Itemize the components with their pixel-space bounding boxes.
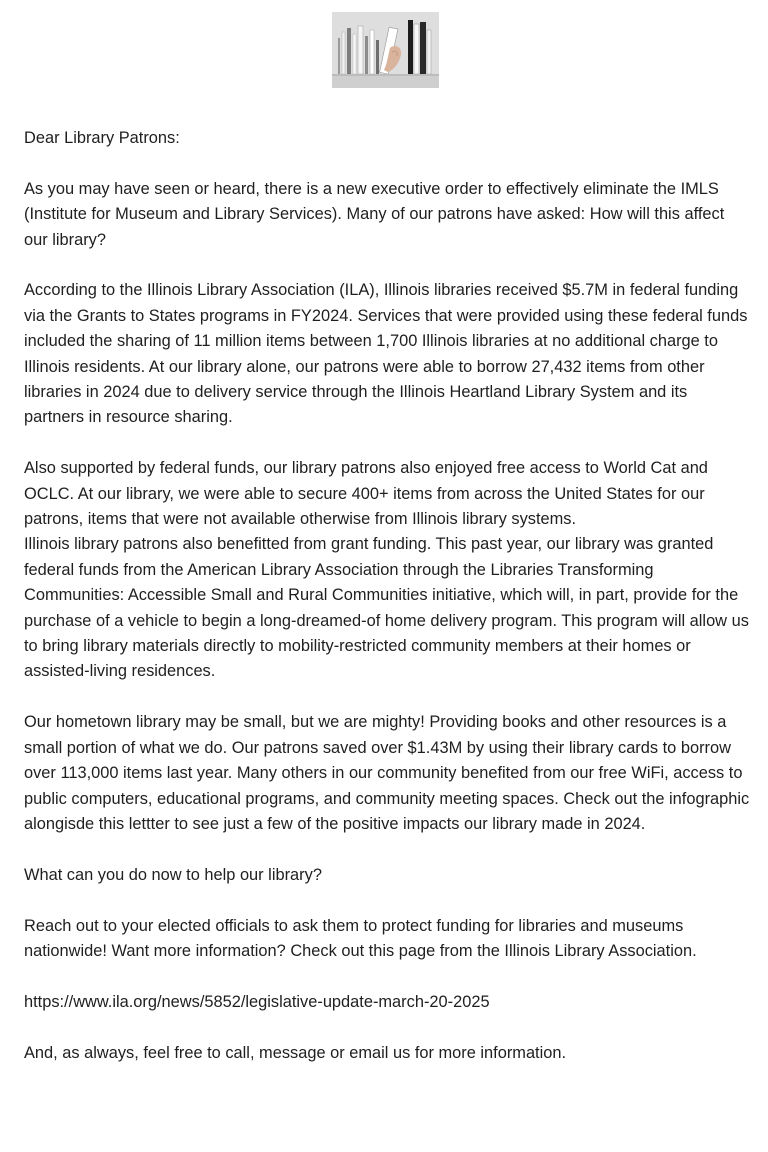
- paragraph-call-to-action-question: What can you do now to help our library?: [24, 865, 322, 884]
- paragraph-reach-out: Reach out to your elected officials to ask them to protect funding for libraries and museums nationwide! Want more information? Check out this page from the Illinois Library Association.: [24, 916, 697, 960]
- paragraph-grant-funding: Illinois library patrons also benefitted from grant funding. This past year, our library was granted federal funds from the American Library Association through the Libraries Transforming Communities: Accessible Small and Rural Communities initiative, which will, in part, provide for the purchase of a vehicle to begin a long-dreamed-of home delivery program. This program will allow us to bring library materials directly to mobility-restricted community members at their homes or assisted-living residences.: [24, 535, 749, 681]
- letter-body: [24, 126, 750, 1091]
- paragraph-executive-order: As you may have seen or heard, there is a new executive order to effectively eliminate the IMLS (Institute for Museum and Library Services). Many of our patrons have asked: How will this affect our library?: [24, 179, 725, 249]
- header-books-image: [332, 12, 439, 88]
- ila-link[interactable]: https://www.ila.org/news/5852/legislative-update-march-20-2025: [24, 992, 490, 1011]
- paragraph-grants-to-states: According to the Illinois Library Association (ILA), Illinois libraries received $5.7M in federal funding via the Grants to States programs in FY2024. Services that were provided using these federal funds included the sharing of 11 million items between 1,700 Illinois libraries at no additional charge to Illinois residents. At our library alone, our patrons were able to borrow 27,432 items from other libraries in 2024 due to delivery service through the Illinois Heartland Library System and its partners in resource sharing.: [24, 281, 748, 427]
- closing: And, as always, feel free to call, message or email us for more information.: [24, 1043, 567, 1062]
- books-on-shelf-illustration: [332, 12, 439, 88]
- salutation: Dear Library Patrons:: [24, 129, 180, 147]
- paragraph-worldcat: Also supported by federal funds, our library patrons also enjoyed free access to World Cat and OCLC. At our library, we were able to secure 400+ items from across the United States for our patrons, items that were not available otherwise from Illinois library systems.: [24, 459, 708, 529]
- paragraph-hometown-library: Our hometown library may be small, but we are mighty! Providing books and other resources is a small portion of what we do. Our patrons saved over $1.43M by using their library cards to borrow over 113,000 items last year. Many others in our community benefited from our free WiFi, access to public computers, educational programs, and community meeting spaces. Check out the infographic alongisde this lettter to see just a few of the positive impacts our library made in 2024.: [24, 713, 750, 833]
